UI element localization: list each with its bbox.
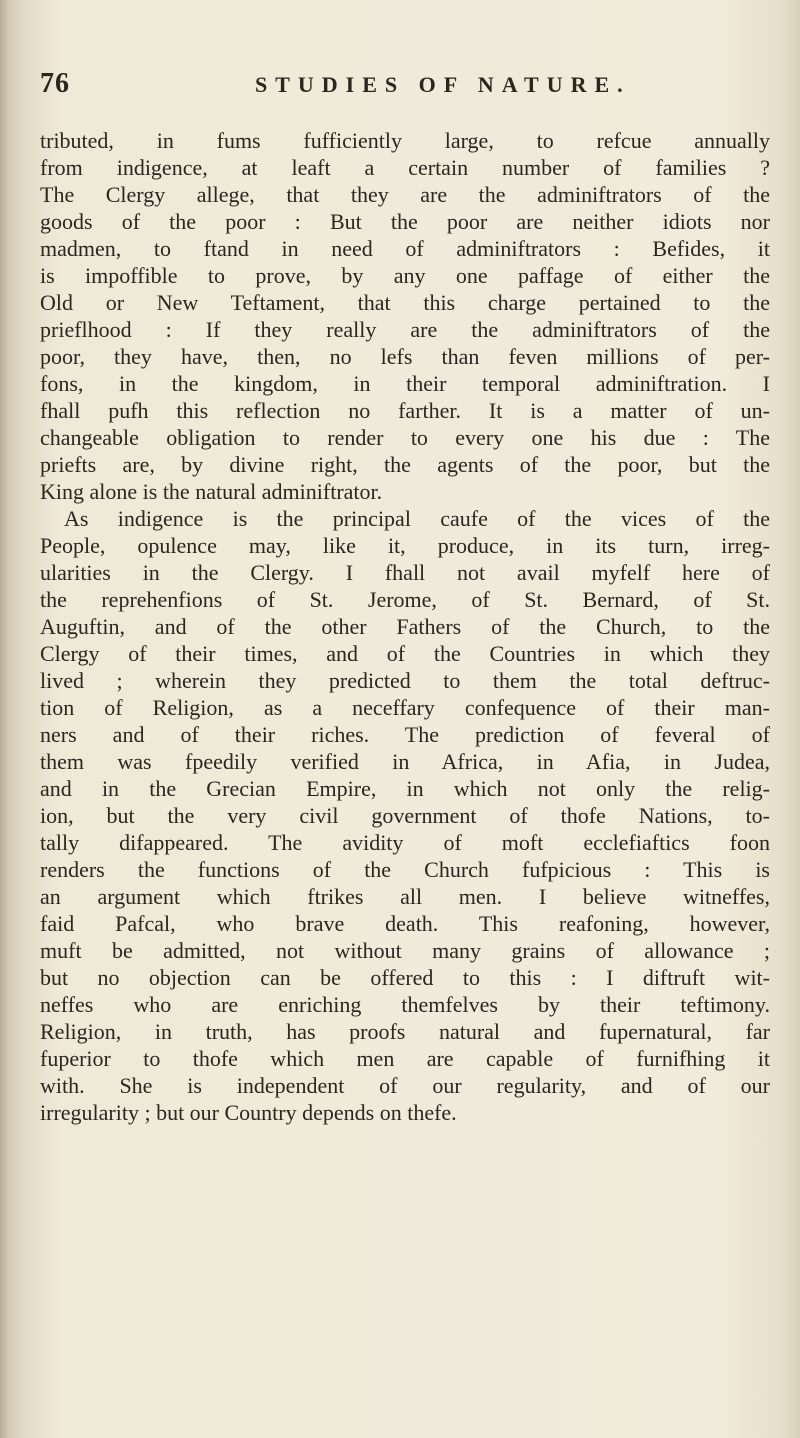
- text-line: tributed, in fums fufficiently large, to refcue annually: [40, 128, 770, 153]
- text-line: fuperior to thofe which men are capable of furnifhing it: [40, 1046, 770, 1071]
- text-line: The Clergy allege, that they are the adminiftrators of the: [40, 182, 770, 207]
- text-line: As indigence is the principal caufe of the vices of the: [64, 506, 770, 531]
- body-text: [40, 127, 770, 1126]
- text-line: renders the functions of the Church fufpicious : This is: [40, 857, 770, 882]
- text-line: madmen, to ftand in need of adminiftrators : Befides, it: [40, 236, 770, 261]
- text-line: ularities in the Clergy. I fhall not avail myfelf here of: [40, 560, 770, 585]
- text-line: poor, they have, then, no lefs than feven millions of per-: [40, 344, 770, 369]
- page-number: 76: [40, 68, 70, 99]
- text-line: with. She is independent of our regularity, and of our: [40, 1073, 770, 1098]
- page-header: [40, 68, 760, 108]
- text-line: an argument which ftrikes all men. I believe witneffes,: [40, 884, 770, 909]
- text-line: but no objection can be offered to this : I diftruft wit-: [40, 965, 770, 990]
- text-line: ion, but the very civil government of thofe Nations, to-: [40, 803, 770, 828]
- text-line: People, opulence may, like it, produce, in its turn, irreg-: [40, 533, 770, 558]
- text-line: ners and of their riches. The prediction of feveral of: [40, 722, 770, 747]
- text-line: the reprehenfions of St. Jerome, of St. Bernard, of St.: [40, 587, 770, 612]
- text-line: fhall pufh this reflection no farther. It is a matter of un-: [40, 398, 770, 423]
- text-line: priefts are, by divine right, the agents of the poor, but the: [40, 452, 770, 477]
- running-head: STUDIES OF NATURE.: [255, 72, 631, 97]
- text-line: prieflhood : If they really are the adminiftrators of the: [40, 317, 770, 342]
- text-line: lived ; wherein they predicted to them the total deftruc-: [40, 668, 770, 693]
- text-line: goods of the poor : But the poor are neither idiots nor: [40, 209, 770, 234]
- text-line: Old or New Teftament, that this charge pertained to the: [40, 290, 770, 315]
- text-line: tion of Religion, as a neceffary confequence of their man-: [40, 695, 770, 720]
- text-line: Clergy of their times, and of the Countries in which they: [40, 641, 770, 666]
- text-line: Auguftin, and of the other Fathers of the Church, to the: [40, 614, 770, 639]
- text-line: faid Pafcal, who brave death. This reafoning, however,: [40, 911, 770, 936]
- text-line: neffes who are enriching themfelves by their teftimony.: [40, 992, 770, 1017]
- page-gutter: [0, 0, 10, 1438]
- text-line: Religion, in truth, has proofs natural and fupernatural, far: [40, 1019, 770, 1044]
- text-line: muft be admitted, not without many grains of allowance ;: [40, 938, 770, 963]
- text-line: tally difappeared. The avidity of moft ecclefiaftics foon: [40, 830, 770, 855]
- text-line: King alone is the natural adminiftrator.: [40, 479, 383, 504]
- text-line: fons, in the kingdom, in their temporal adminiftration. I: [40, 371, 770, 396]
- text-line: irregularity ; but our Country depends on thefe.: [40, 1100, 457, 1125]
- text-line: from indigence, at leaft a certain number of families ?: [40, 155, 770, 180]
- text-line: is impoffible to prove, by any one paffage of either the: [40, 263, 770, 288]
- text-line: them was fpeedily verified in Africa, in Afia, in Judea,: [40, 749, 770, 774]
- text-line: and in the Grecian Empire, in which not only the relig-: [40, 776, 770, 801]
- text-line: changeable obligation to render to every one his due : The: [40, 425, 770, 450]
